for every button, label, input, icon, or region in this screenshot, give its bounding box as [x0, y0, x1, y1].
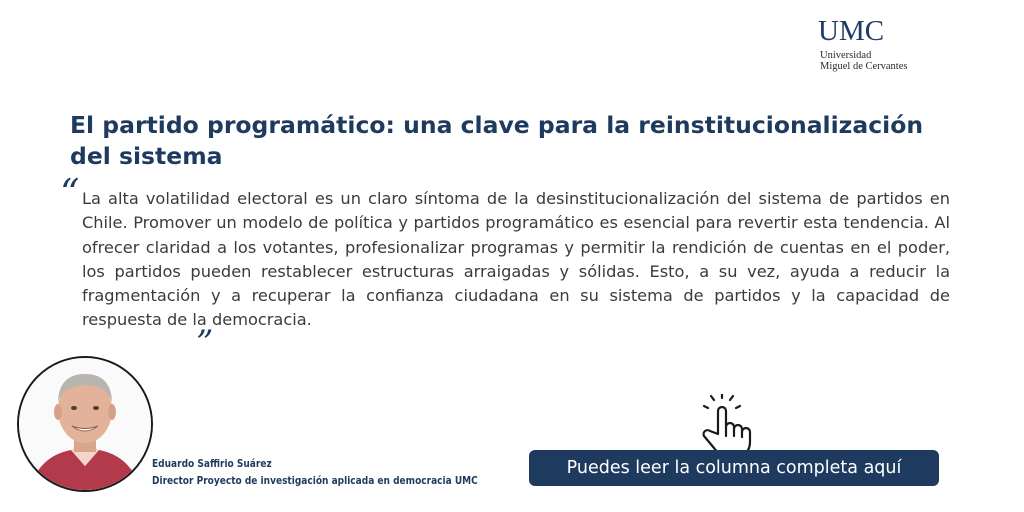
open-quote-mark: “ [60, 171, 80, 215]
quote-text: La alta volatilidad electoral es un claro síntoma de la desinstitucionalización del sistema de partidos en Chile. Promover un modelo de política y partidos programático es esencial para revertir esta tendencia. Al ofrecer claridad a los votantes, profesionalizar programas y permitir la rendición de cuentas en el poder, los partidos pueden restablecer estructuras arraigadas y sólidas. Esto, a su vez, ayuda a reducir la fragmentación y a recuperar la confianza ciudadana en su sistema de partidos y la capacidad de respuesta de la democracia. [82, 189, 950, 330]
page-title: El partido programático: una clave para la reinstitucionalización del sistema [70, 111, 924, 170]
author-portrait [19, 358, 151, 490]
author-name: Eduardo Saffirio Suárez [152, 457, 272, 470]
close-quote-mark: ” [196, 323, 214, 363]
umc-logo [818, 16, 928, 76]
read-full-column-button[interactable]: Puedes leer la columna completa aquí [529, 450, 939, 486]
logo-name-line: Miguel de Cervantes [820, 61, 908, 72]
author-avatar [17, 356, 153, 492]
logo-university-line: Universidad [820, 50, 872, 61]
pointing-hand-icon [696, 394, 752, 458]
logo-mark: UMC [818, 15, 885, 47]
author-role: Director Proyecto de investigación aplicada en democracia UMC [152, 474, 478, 487]
